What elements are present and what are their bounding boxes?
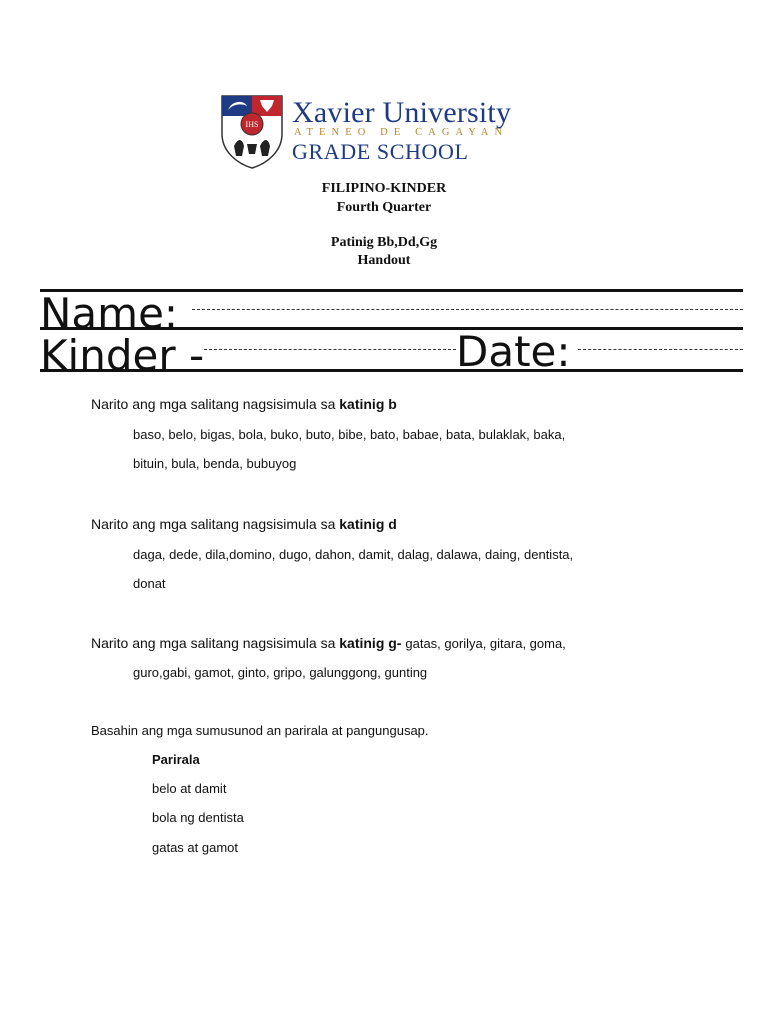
phrases-heading: Parirala: [152, 752, 200, 767]
svg-text:IHS: IHS: [245, 120, 259, 129]
quarter-title: Fourth Quarter: [336, 200, 432, 215]
section-d-keyword: katinig d: [339, 516, 397, 532]
section-d-intro: [91, 516, 397, 532]
date-dash-line: [578, 349, 743, 350]
phrase-item: gatas at gamot: [152, 840, 238, 855]
section-g-keyword: katinig g-: [339, 635, 402, 651]
section-g-intro-text: Narito ang mga salitang nagsisimula sa: [91, 635, 336, 651]
name-dash-line: [192, 309, 743, 310]
section-b-intro: [91, 396, 397, 412]
date-label: Date:: [456, 327, 571, 376]
kinder-dash-line: [204, 349, 456, 350]
school-crest-logo: [220, 94, 284, 170]
phrase-item: bola ng dentista: [152, 810, 244, 825]
section-d-words-line2: donat: [133, 576, 166, 591]
kinder-label: Kinder -: [40, 331, 205, 380]
name-label: Name:: [40, 289, 179, 338]
university-name: Xavier University: [292, 96, 512, 129]
reading-instruction: Basahin ang mga sumusunod an parirala at pangungusap.: [91, 723, 429, 738]
section-g-words-line2: guro,gabi, gamot, ginto, gripo, galunggong, gunting: [133, 665, 428, 680]
course-title: FILIPINO-KINDER: [321, 181, 447, 196]
section-d-words-line1: daga, dede, dila,domino, dugo, dahon, damit, dalag, dalawa, daing, dentista,: [133, 547, 574, 562]
handout-title: Handout: [357, 253, 411, 268]
section-b-intro-text: Narito ang mga salitang nagsisimula sa: [91, 396, 336, 412]
phrase-item: belo at damit: [152, 781, 227, 796]
school-name: GRADE SCHOOL: [292, 139, 469, 164]
section-b-words-line2: bituin, bula, benda, bubuyog: [133, 456, 297, 471]
topic-title: Patinig Bb,Dd,Gg: [330, 235, 438, 250]
section-g-intro: [91, 635, 566, 651]
section-d-intro-text: Narito ang mga salitang nagsisimula sa: [91, 516, 336, 532]
section-g-words-line1: gatas, gorilya, gitara, goma,: [405, 636, 566, 651]
section-b-keyword: katinig b: [339, 396, 397, 412]
section-b-words-line1: baso, belo, bigas, bola, buko, buto, bibe, bato, babae, bata, bulaklak, baka,: [133, 427, 566, 442]
university-subtitle: ATENEO DE CAGAYAN: [294, 127, 509, 138]
